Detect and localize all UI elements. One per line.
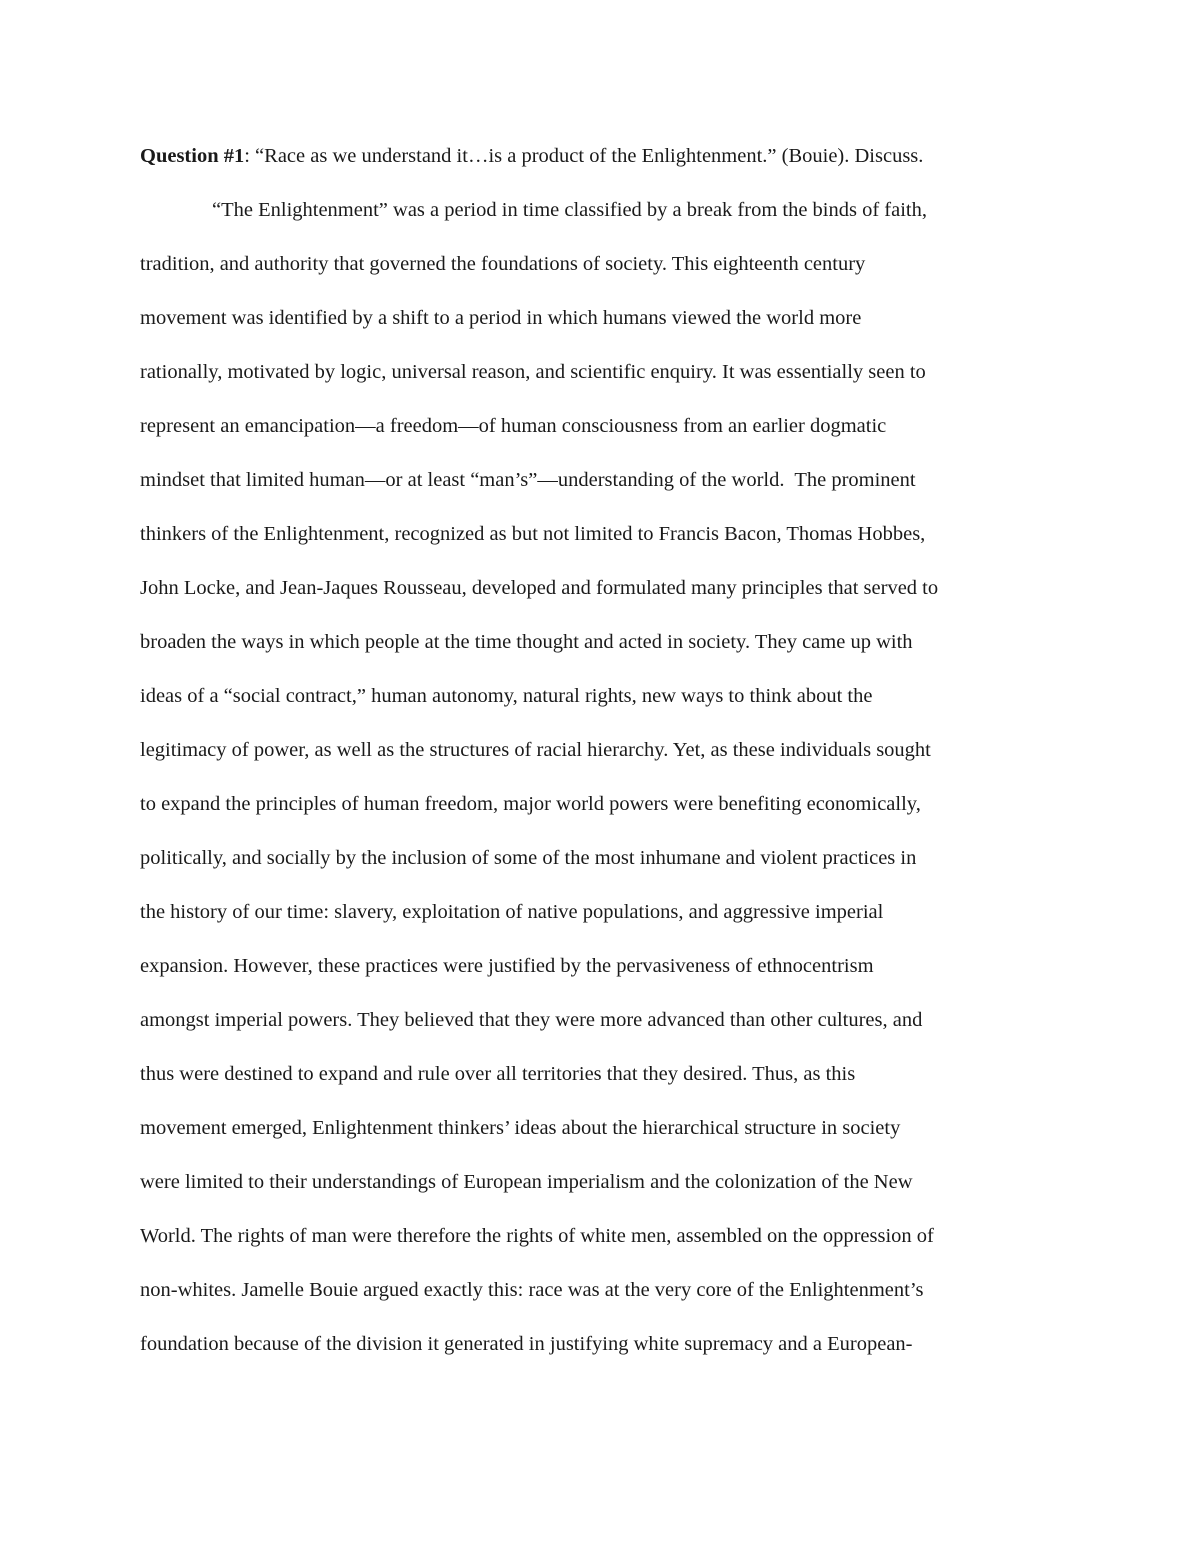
paragraph-line: World. The rights of man were therefore the rights of white men, assembled on the oppression of	[140, 1225, 934, 1247]
paragraph-line: to expand the principles of human freedom, major world powers were benefiting economically,	[140, 793, 921, 815]
paragraph-line: foundation because of the division it generated in justifying white supremacy and a European-	[140, 1333, 913, 1355]
paragraph-line: movement emerged, Enlightenment thinkers’ ideas about the hierarchical structure in society	[140, 1117, 901, 1139]
paragraph-line: John Locke, and Jean-Jaques Rousseau, developed and formulated many principles that served to	[140, 577, 939, 599]
paragraph-line: thus were destined to expand and rule over all territories that they desired. Thus, as this	[140, 1063, 856, 1085]
question-heading	[140, 139, 1070, 193]
paragraph-line: represent an emancipation—a freedom—of human consciousness from an earlier dogmatic	[140, 415, 887, 437]
paragraph-line: non-whites. Jamelle Bouie argued exactly this: race was at the very core of the Enlightenment’s	[140, 1279, 924, 1301]
question-label: Question #1	[140, 145, 245, 167]
document-body	[140, 139, 1070, 1381]
paragraph-line: “The Enlightenment” was a period in time classified by a break from the binds of faith,	[212, 199, 927, 221]
paragraph-line: amongst imperial powers. They believed that they were more advanced than other cultures, and	[140, 1009, 923, 1031]
paragraph-line: were limited to their understandings of European imperialism and the colonization of the New	[140, 1171, 913, 1193]
paragraph-line: broaden the ways in which people at the time thought and acted in society. They came up with	[140, 631, 913, 653]
paragraph-line: thinkers of the Enlightenment, recognized as but not limited to Francis Bacon, Thomas Hobbes,	[140, 523, 926, 545]
paragraph-line: legitimacy of power, as well as the structures of racial hierarchy. Yet, as these individuals sought	[140, 739, 931, 761]
paragraph-line: movement was identified by a shift to a period in which humans viewed the world more	[140, 307, 862, 329]
paragraph-line: the history of our time: slavery, exploitation of native populations, and aggressive imperial	[140, 901, 884, 923]
paragraph-line: rationally, motivated by logic, universal reason, and scientific enquiry. It was essentially seen to	[140, 361, 926, 383]
essay-paragraph	[140, 193, 1070, 1381]
paragraph-line: expansion. However, these practices were justified by the pervasiveness of ethnocentrism	[140, 955, 874, 977]
paragraph-line: politically, and socially by the inclusion of some of the most inhumane and violent practices in	[140, 847, 917, 869]
question-text: : “Race as we understand it…is a product of the Enlightenment.” (Bouie). Discuss.	[244, 145, 924, 167]
paragraph-line: ideas of a “social contract,” human autonomy, natural rights, new ways to think about the	[140, 685, 873, 707]
paragraph-line: mindset that limited human—or at least “man’s”—understanding of the world. The prominent	[140, 469, 916, 491]
paragraph-line: tradition, and authority that governed the foundations of society. This eighteenth century	[140, 253, 866, 275]
